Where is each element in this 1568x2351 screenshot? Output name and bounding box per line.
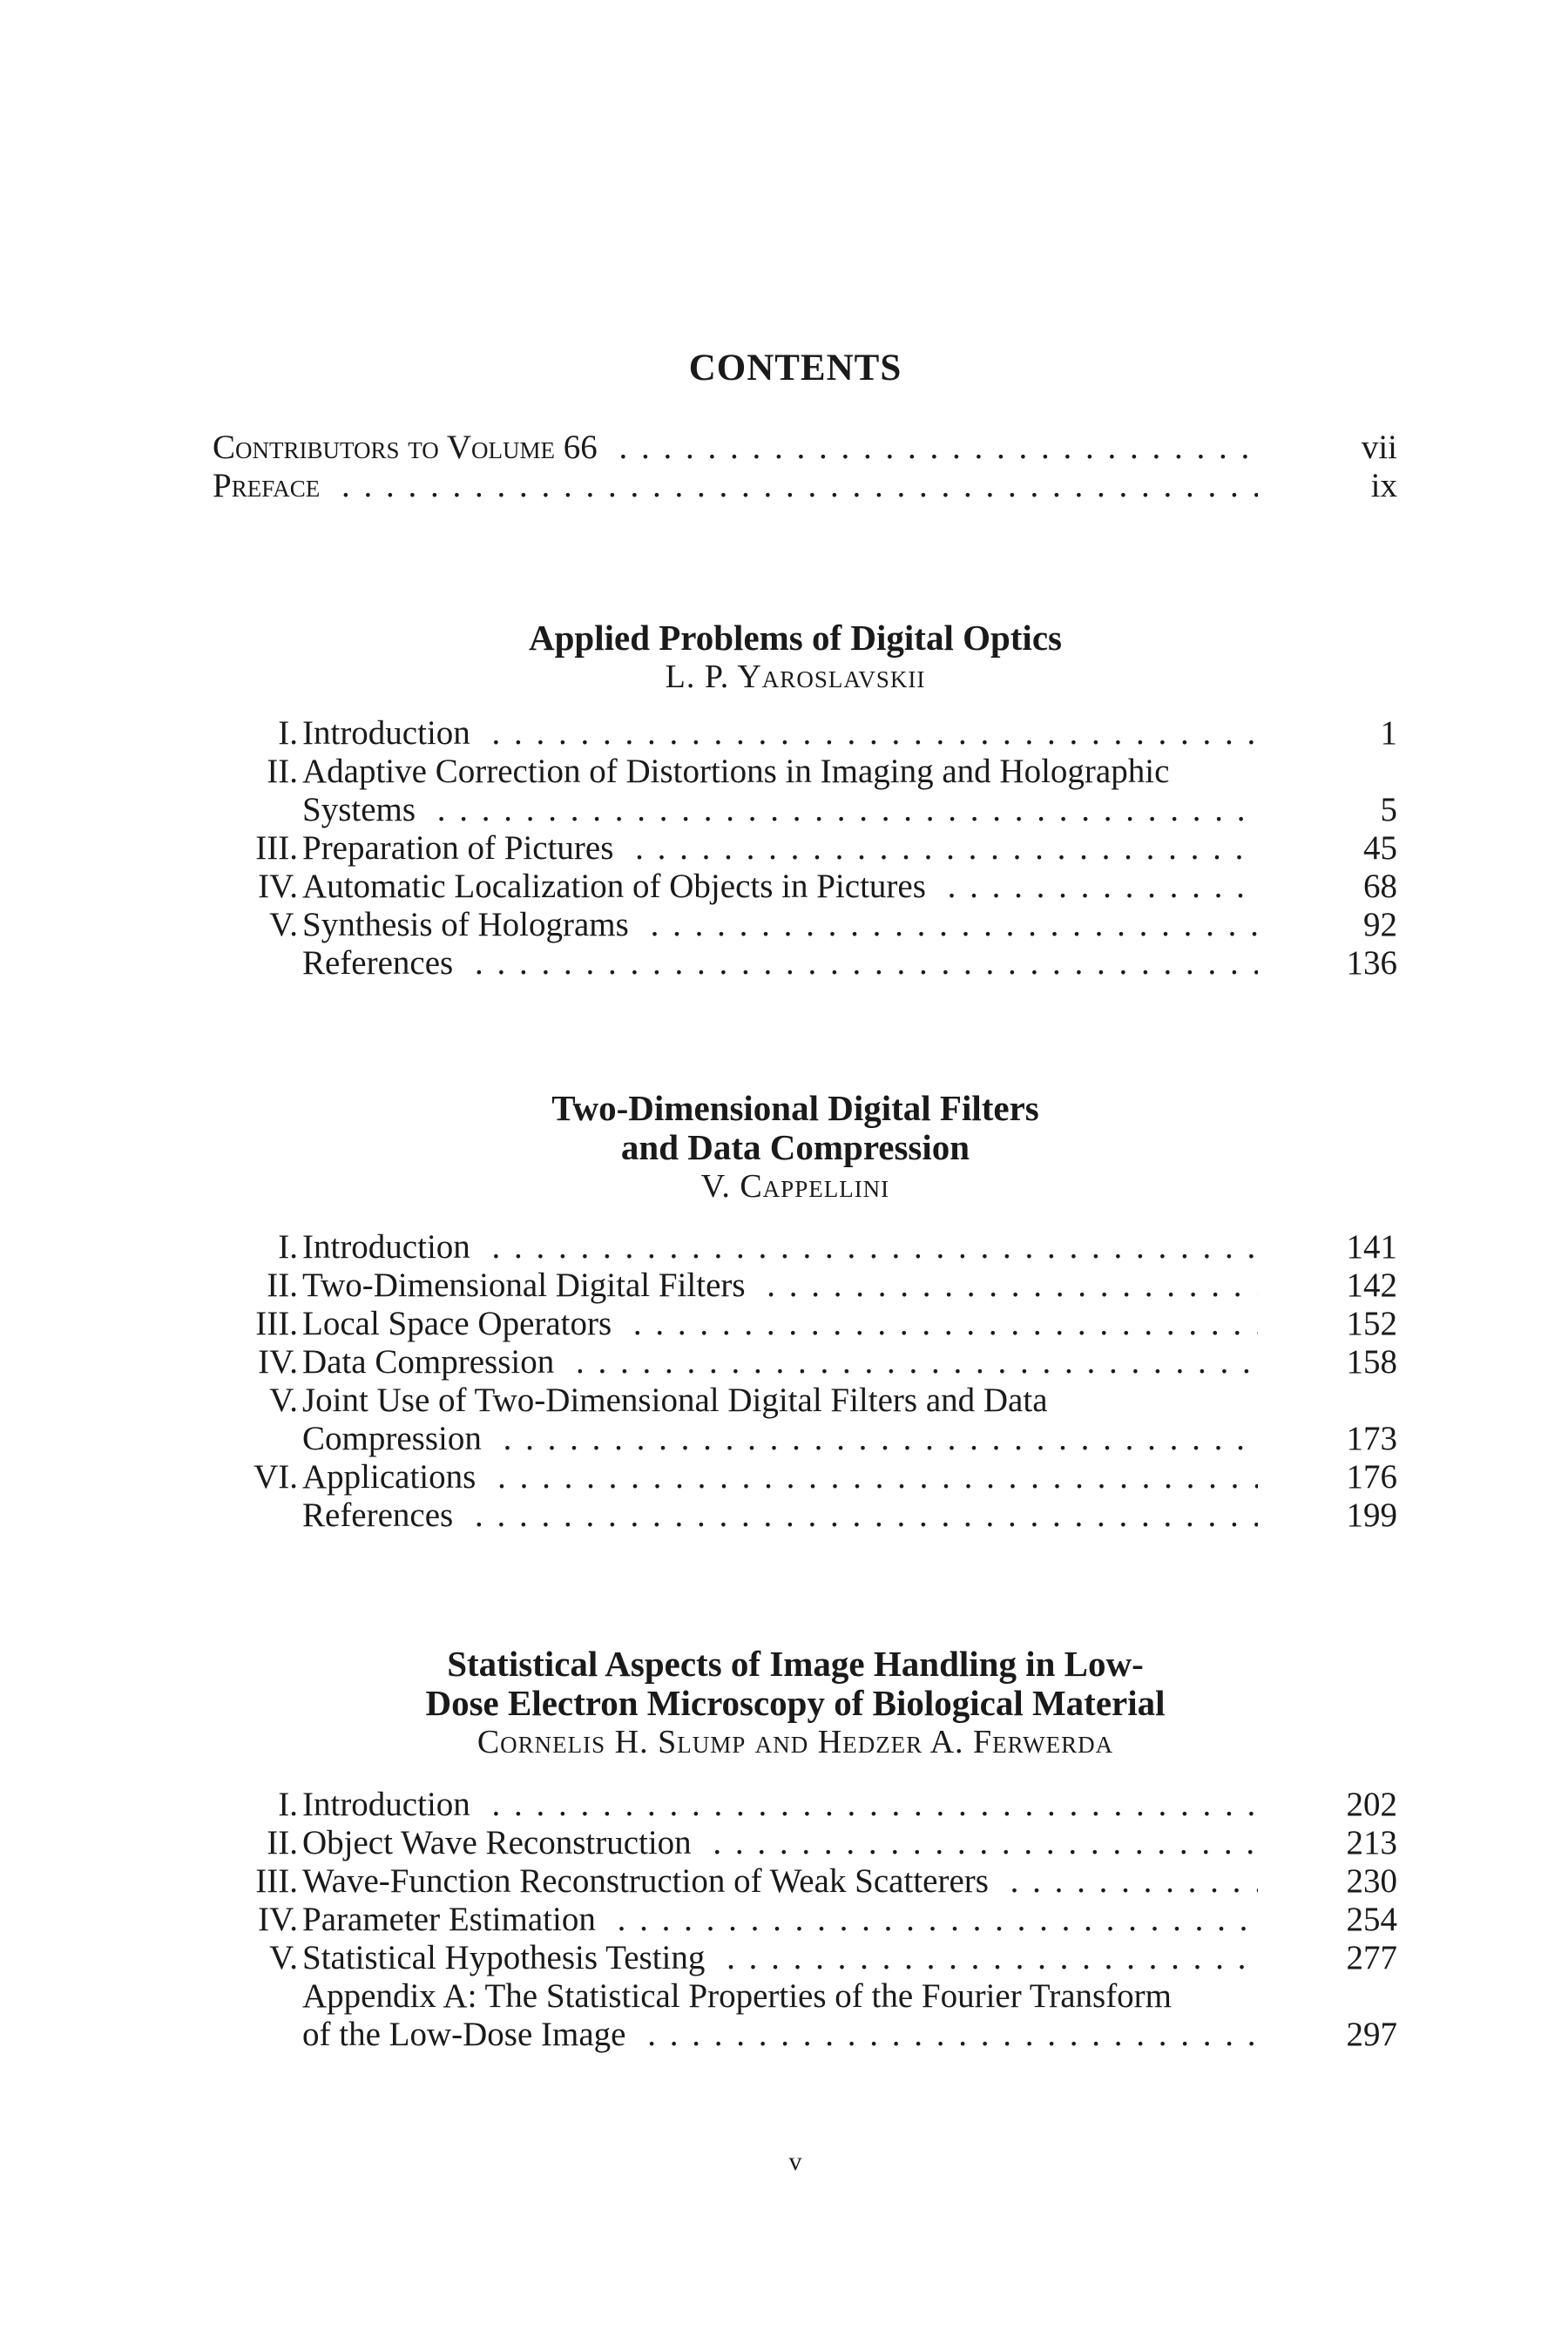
entry-label: Local Space Operators	[302, 1305, 622, 1342]
toc-entry[interactable]	[213, 944, 1397, 983]
entry-label: Introduction	[302, 1228, 481, 1266]
entry-page: 254	[1346, 1901, 1397, 1938]
toc-entry[interactable]	[213, 1824, 1397, 1862]
entry-number: VI.	[253, 1458, 298, 1496]
entry-page: 141	[1346, 1228, 1397, 1266]
entry-label: References	[302, 944, 463, 982]
entry-label: Applications	[302, 1458, 486, 1496]
entry-number: III.	[255, 1862, 298, 1900]
section-author: Cornelis H. Slump and Hedzer A. Ferwerda	[476, 1724, 1114, 1760]
entry-page: 277	[1346, 1939, 1397, 1976]
entry-label: References	[302, 1496, 463, 1534]
entry-label: Joint Use of Two-Dimensional Digital Filters and Data	[302, 1382, 1058, 1419]
entry-label-wrap	[302, 1343, 1258, 1382]
toc-entry[interactable]	[213, 791, 1397, 829]
entry-number: V.	[269, 1382, 298, 1419]
entry-number: I.	[278, 714, 298, 752]
toc-entry[interactable]	[213, 1228, 1397, 1267]
section-author: L. P. Yaroslavskii	[665, 659, 926, 695]
entry-number: V.	[269, 1939, 298, 1976]
entry-label: Preface	[213, 467, 330, 504]
entry-number: IV.	[258, 868, 298, 905]
section-heading	[0, 1089, 1568, 1206]
entry-label-wrap	[302, 753, 1258, 791]
section-title: Dose Electron Microscopy of Biological Material	[425, 1683, 1166, 1723]
entry-label: Wave-Function Reconstruction of Weak Scatterers	[302, 1862, 999, 1900]
entry-label-wrap	[302, 1496, 1258, 1535]
page-folio: v	[788, 2147, 802, 2176]
toc-entry[interactable]	[213, 1862, 1397, 1901]
entry-page: 152	[1346, 1305, 1397, 1342]
entry-label-wrap	[302, 1939, 1258, 1977]
entry-number: II.	[267, 753, 298, 790]
entry-number: I.	[278, 1228, 298, 1266]
entry-number: II.	[267, 1824, 298, 1861]
entry-label-wrap	[302, 1267, 1258, 1305]
entry-page: ix	[1370, 467, 1397, 504]
entry-label: Two-Dimensional Digital Filters	[302, 1267, 756, 1304]
entry-page: 173	[1346, 1420, 1397, 1457]
entry-label: Introduction	[302, 714, 481, 752]
entry-number: III.	[255, 1305, 298, 1342]
entry-label-wrap	[302, 1228, 1258, 1267]
entry-label-wrap	[302, 791, 1258, 829]
entry-label-wrap	[302, 1786, 1258, 1824]
entry-label: Automatic Localization of Objects in Pictures	[302, 868, 936, 905]
entry-number: I.	[278, 1786, 298, 1823]
entry-label-wrap	[302, 868, 1258, 906]
entry-label: Object Wave Reconstruction	[302, 1824, 702, 1861]
entry-label-wrap	[302, 1458, 1258, 1496]
entry-page: 297	[1346, 2016, 1397, 2053]
front-matter-entry[interactable]	[213, 467, 1397, 505]
entry-page: 92	[1363, 906, 1397, 943]
toc-entry[interactable]	[213, 868, 1397, 906]
entry-page: vii	[1361, 429, 1397, 466]
entry-number: V.	[269, 906, 298, 943]
toc-entry[interactable]	[213, 1901, 1397, 1939]
section-entries	[213, 714, 1397, 983]
toc-entry[interactable]	[213, 1977, 1397, 2016]
entry-label: Parameter Estimation	[302, 1901, 606, 1938]
section-title: Statistical Aspects of Image Handling in Low-	[447, 1644, 1144, 1684]
section-entries	[213, 1786, 1397, 2054]
entry-label: Synthesis of Holograms	[302, 906, 639, 943]
entry-number: IV.	[258, 1901, 298, 1938]
entry-label: Adaptive Correction of Distortions in Imaging and Holographic	[302, 753, 1179, 790]
toc-entry[interactable]	[213, 1939, 1397, 1977]
entry-label-wrap	[302, 1824, 1258, 1862]
entry-label: Statistical Hypothesis Testing	[302, 1939, 715, 1976]
entry-page: 202	[1346, 1786, 1397, 1823]
entry-label-wrap	[302, 714, 1258, 753]
toc-entry[interactable]	[213, 1382, 1397, 1420]
entry-page: 230	[1346, 1862, 1397, 1900]
entry-page: 45	[1363, 829, 1397, 867]
entry-label: Preparation of Pictures	[302, 829, 624, 867]
entry-page: 136	[1346, 944, 1397, 982]
entry-label-wrap	[302, 829, 1258, 868]
toc-entry[interactable]	[213, 906, 1397, 944]
toc-entry[interactable]	[213, 2016, 1397, 2054]
entry-page: 176	[1346, 1458, 1397, 1496]
entry-page: 5	[1380, 791, 1397, 828]
section-author: V. Cappellini	[700, 1168, 890, 1205]
page-title: CONTENTS	[688, 348, 902, 388]
entry-number: IV.	[258, 1343, 298, 1381]
toc-entry[interactable]	[213, 1343, 1397, 1382]
entry-label-wrap	[213, 429, 1258, 467]
toc-entry[interactable]	[213, 714, 1397, 753]
toc-entry[interactable]	[213, 1267, 1397, 1305]
entry-label: of the Low-Dose Image	[302, 2016, 636, 2053]
entry-label: Appendix A: The Statistical Properties of the Fourier Transform	[302, 1977, 1182, 2015]
entry-page: 1	[1380, 714, 1397, 752]
toc-entry[interactable]	[213, 1458, 1397, 1496]
section-title: Applied Problems of Digital Optics	[529, 618, 1062, 658]
entry-label-wrap	[302, 1420, 1258, 1458]
section-heading	[0, 1645, 1568, 1762]
entry-label: Systems	[302, 791, 426, 828]
section-title: Two-Dimensional Digital Filters	[551, 1088, 1039, 1128]
toc-entry[interactable]	[213, 1305, 1397, 1343]
entry-label-wrap	[302, 1862, 1258, 1901]
entry-label: Contributors to Volume 66	[213, 429, 608, 466]
entry-label-wrap	[213, 467, 1258, 505]
toc-entry[interactable]	[213, 1420, 1397, 1458]
entry-number: III.	[255, 829, 298, 867]
entry-label-wrap	[302, 1977, 1258, 2016]
toc-entry[interactable]	[213, 829, 1397, 868]
entry-page: 213	[1346, 1824, 1397, 1861]
entry-page: 68	[1363, 868, 1397, 905]
entry-label-wrap	[302, 906, 1258, 944]
entry-page: 158	[1346, 1343, 1397, 1381]
entry-label-wrap	[302, 2016, 1258, 2054]
front-matter-list	[213, 429, 1397, 505]
entry-label-wrap	[302, 1901, 1258, 1939]
toc-entry[interactable]	[213, 1786, 1397, 1824]
entry-label-wrap	[302, 1305, 1258, 1343]
front-matter-entry[interactable]	[213, 429, 1397, 467]
section-entries	[213, 1228, 1397, 1535]
toc-entry[interactable]	[213, 753, 1397, 791]
entry-page: 142	[1346, 1267, 1397, 1304]
entry-label: Data Compression	[302, 1343, 564, 1381]
entry-label-wrap	[302, 1382, 1258, 1420]
entry-label: Compression	[302, 1420, 492, 1457]
entry-number: II.	[267, 1267, 298, 1304]
section-heading	[0, 618, 1568, 697]
section-title: and Data Compression	[620, 1127, 970, 1167]
entry-page: 199	[1346, 1496, 1397, 1534]
toc-entry[interactable]	[213, 1496, 1397, 1535]
entry-label-wrap	[302, 944, 1258, 983]
entry-label: Introduction	[302, 1786, 481, 1823]
